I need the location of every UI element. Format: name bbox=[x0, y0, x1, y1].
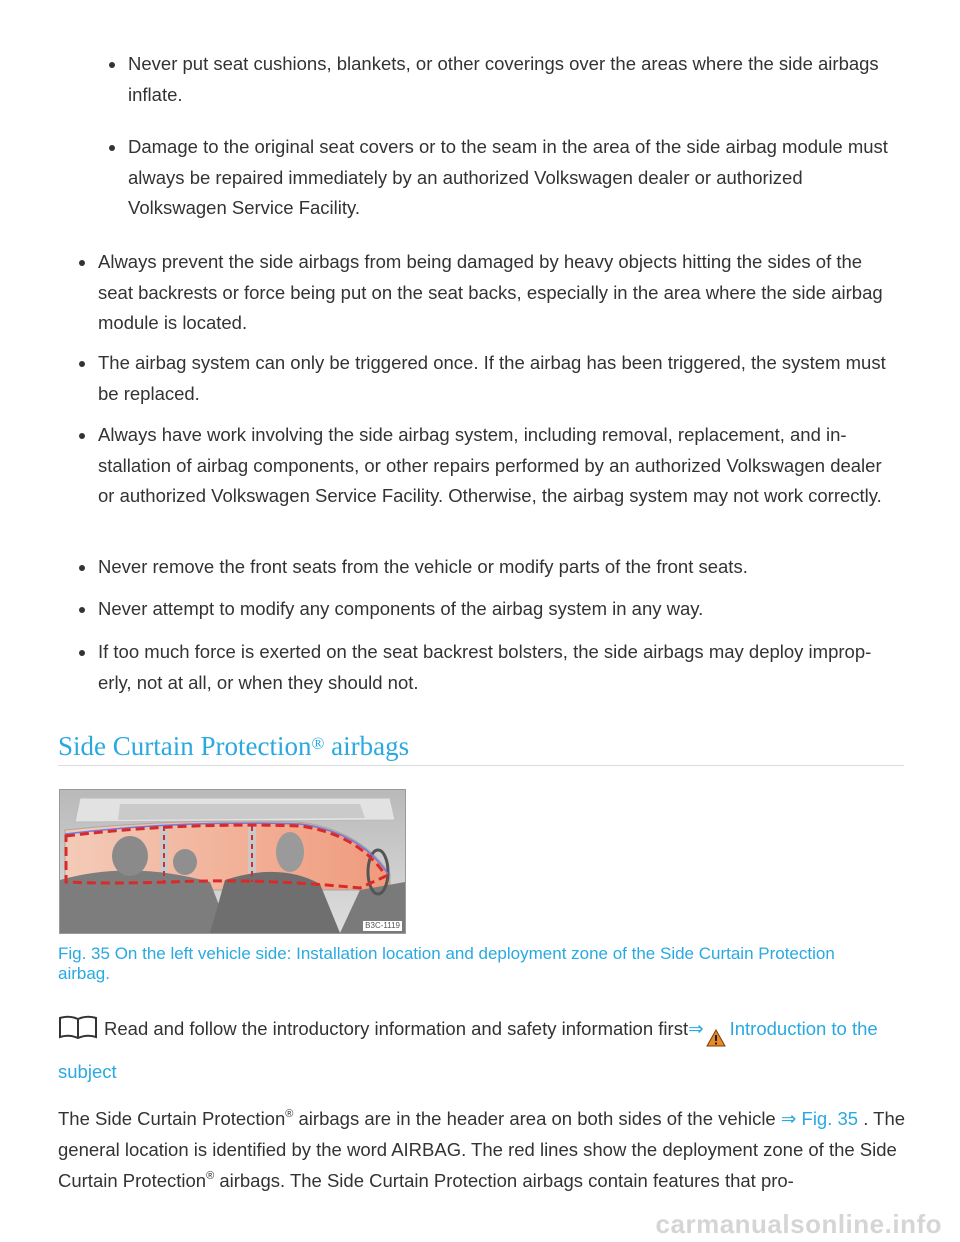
figure-label: B3C-1119 bbox=[365, 921, 400, 930]
registered-mark: ® bbox=[311, 734, 325, 753]
registered-mark: ® bbox=[285, 1108, 294, 1120]
read-first-arrow: ⇒ bbox=[688, 1018, 704, 1039]
list-item: Always have work involving the side airbag system, including removal, replacement, and in-stallation of airbag components, or other repairs performed by an authorized Volkswagen dealer or authorized Volkswagen Service Facility. Otherwise, the airbag system may not work correctly. bbox=[98, 420, 898, 512]
list-item: Never remove the front seats from the vehicle or modify parts of the front seats. bbox=[98, 552, 898, 583]
registered-mark: ® bbox=[206, 1170, 215, 1182]
introduction-link[interactable]: Introduction to the subject bbox=[58, 1018, 878, 1082]
list-item: The airbag system can only be triggered once. If the airbag has been triggered, the system must be replaced. bbox=[98, 348, 898, 409]
body-text: airbags. The Side Curtain Protection airbags contain features that pro- bbox=[214, 1170, 794, 1191]
list-item: If too much force is exerted on the seat backrest bolsters, the side airbags may deploy improp-erly, not at all, or when they should not. bbox=[98, 637, 898, 698]
list-item: Always prevent the side airbags from being damaged by heavy objects hitting the sides of the seat backrests or force being put on the seat backs, especially in the area where the side airbag module is located. bbox=[98, 247, 898, 339]
body-text: . The general location is identified by the word AIRBAG. The red lines show the deployment zone of the Side Curtain Protection bbox=[58, 1108, 906, 1191]
book-icon bbox=[58, 1015, 98, 1048]
section-title-text: Side Curtain Protection bbox=[58, 731, 312, 761]
section-title-tail: airbags bbox=[324, 731, 410, 761]
section-title bbox=[58, 728, 409, 764]
list-item: Never attempt to modify any components of the airbag system in any way. bbox=[98, 594, 898, 625]
read-first-text: Read and follow the introductory information and safety information first bbox=[104, 1018, 689, 1039]
watermark: carmanualsonline.info bbox=[655, 1209, 942, 1239]
figure-caption: Fig. 35 On the left vehicle side: Installation location and deployment zone of the Side Curtain Protection airbag. bbox=[58, 944, 835, 983]
read-first-notice bbox=[58, 1013, 908, 1087]
body-text: airbags are in the header area on both sides of the vehicle bbox=[293, 1108, 781, 1129]
list-item: Damage to the original seat covers or to the seam in the area of the side airbag module must always be repaired immediately by an authorized Volkswagen dealer or authorized Volkswagen Service Facility. bbox=[128, 132, 898, 224]
warning-triangle-icon bbox=[706, 1025, 726, 1056]
list-item: Never put seat cushions, blankets, or other coverings over the areas where the side airbags inflate. bbox=[128, 49, 898, 110]
section-divider bbox=[58, 765, 904, 766]
body-text: The Side Curtain Protection bbox=[58, 1108, 286, 1129]
body-paragraph bbox=[58, 1103, 908, 1196]
fig-35-link[interactable]: ⇒ Fig. 35 bbox=[780, 1108, 859, 1129]
vehicle-interior-illustration bbox=[60, 790, 405, 933]
figure-vehicle-interior bbox=[59, 789, 406, 934]
